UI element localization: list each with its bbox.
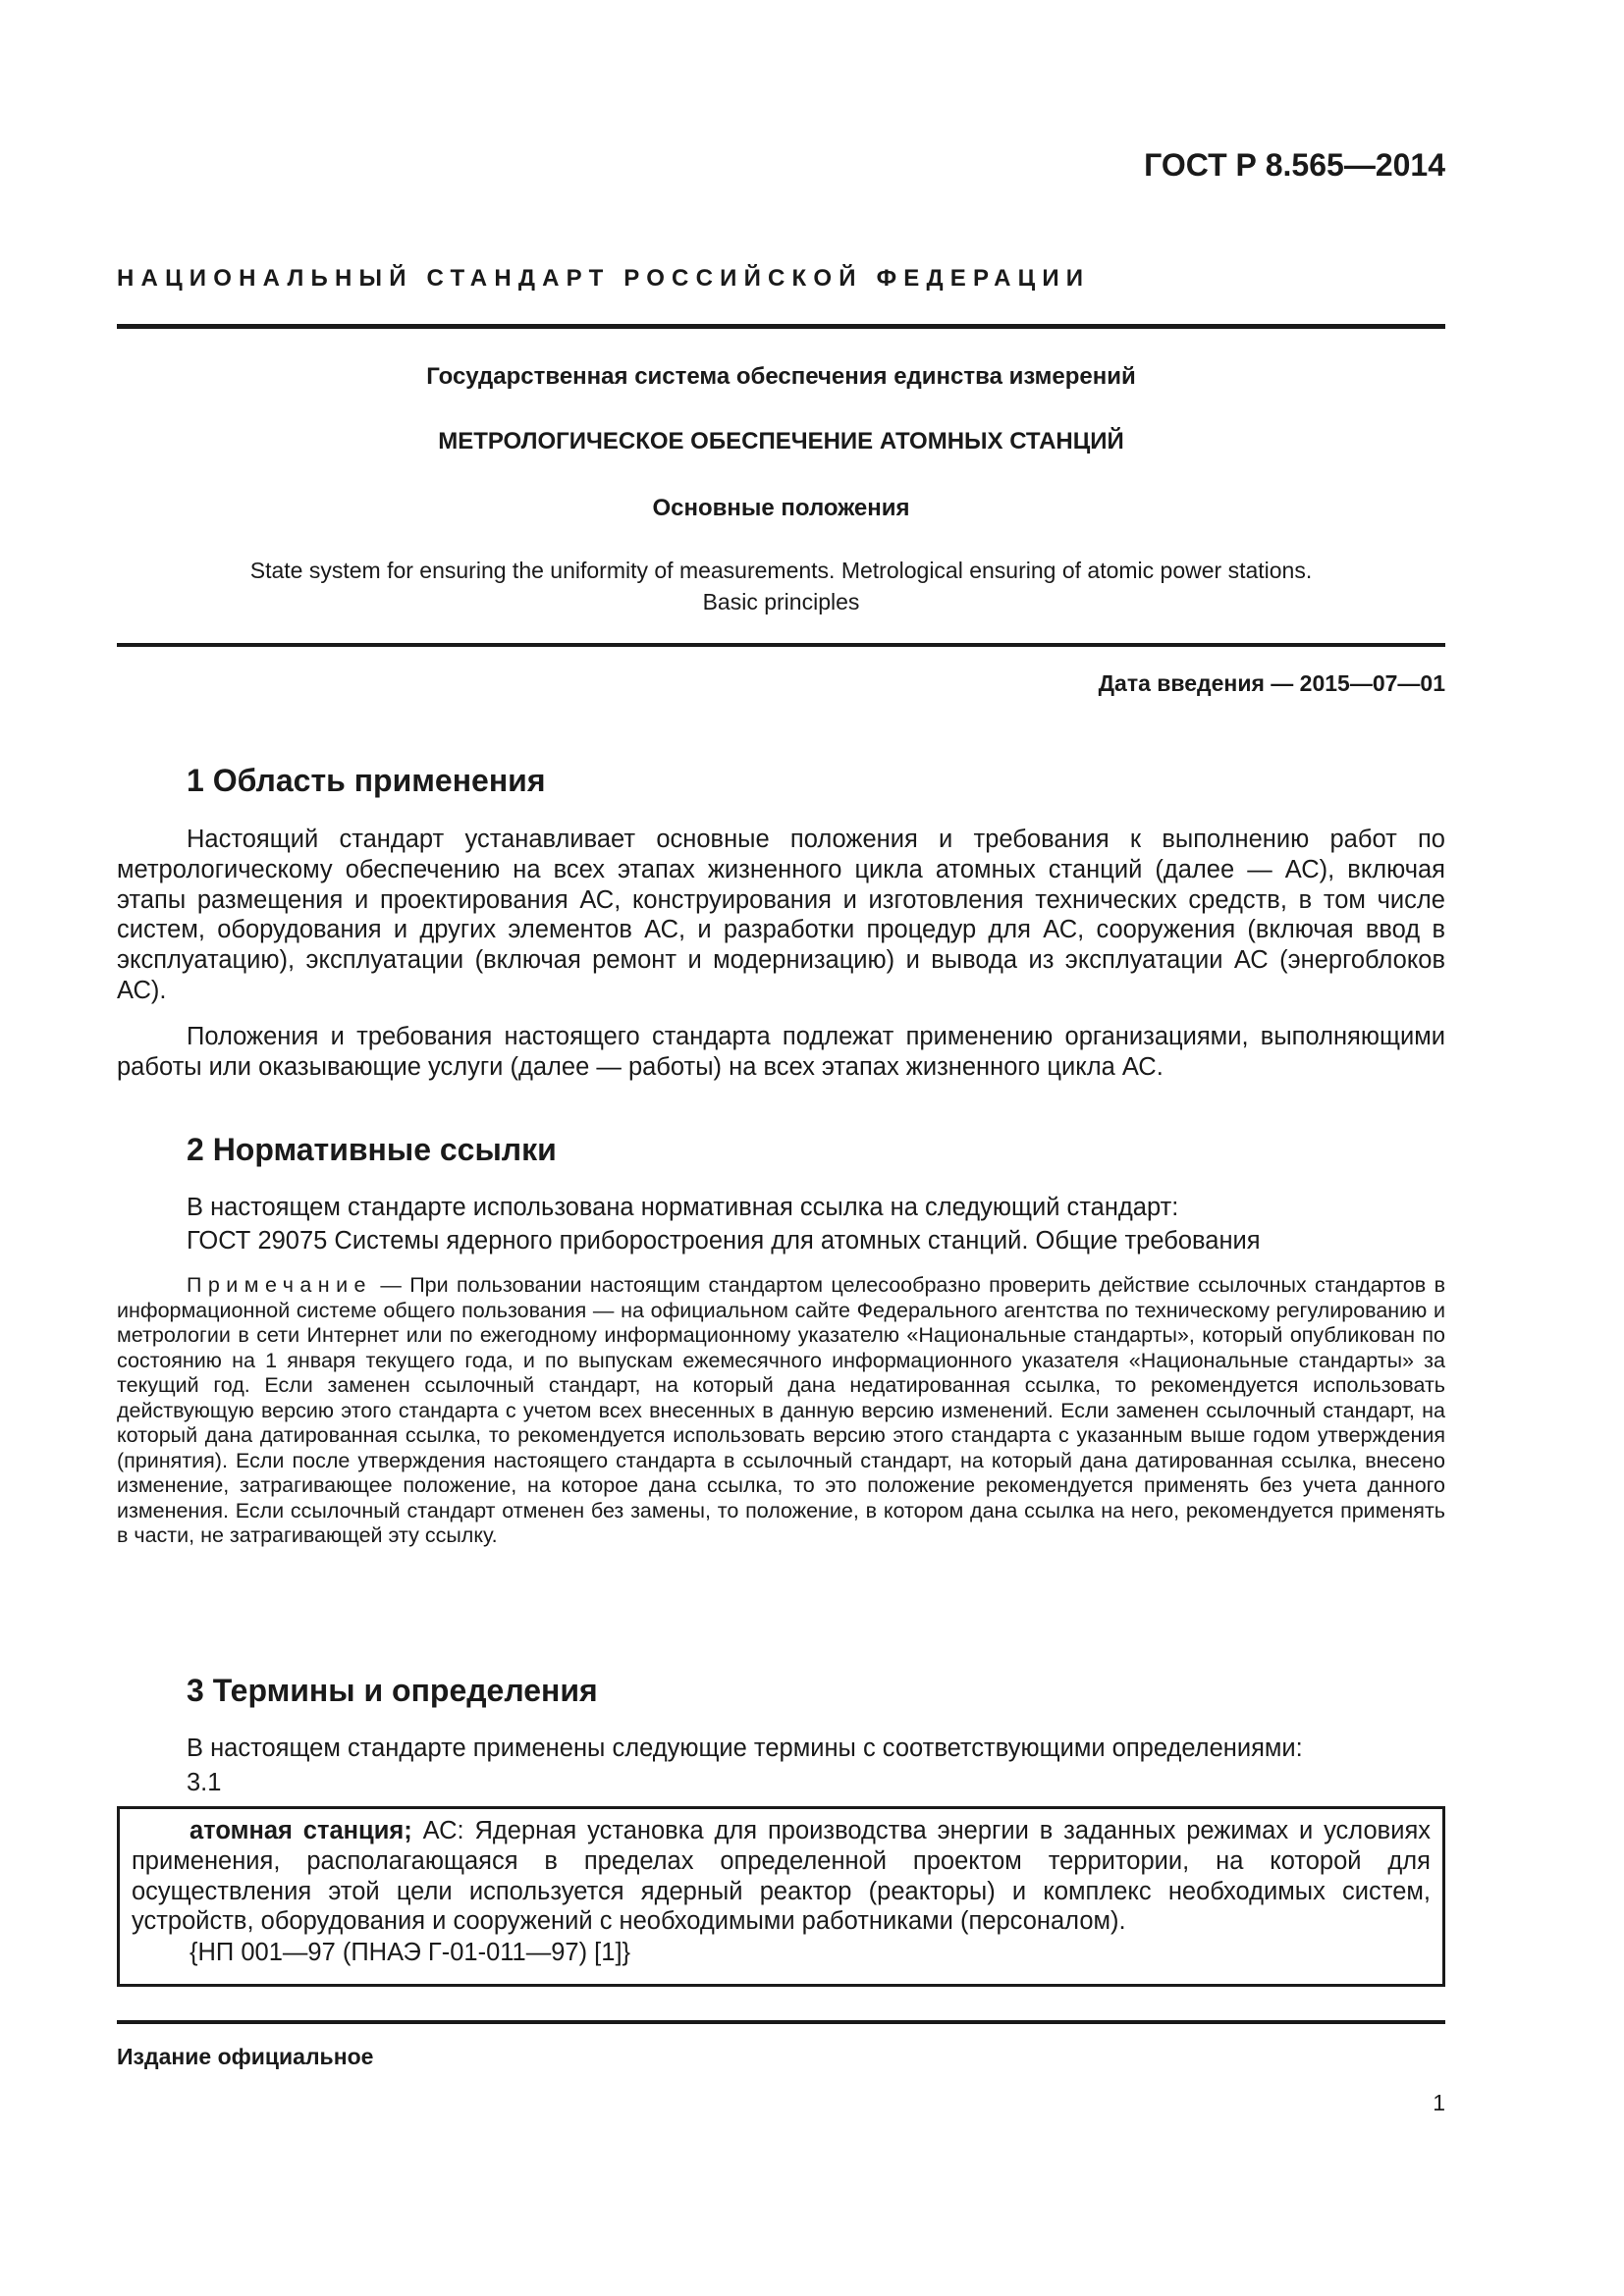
section-3-intro: В настоящем стандарте применены следующие термины с соответствующими определениями: xyxy=(187,1735,1303,1762)
page-number: 1 xyxy=(1433,2090,1445,2115)
clause-number: 3.1 xyxy=(187,1769,222,1796)
title-divider xyxy=(117,643,1445,647)
section-2-heading: 2 Нормативные ссылки xyxy=(187,1132,557,1167)
definition-source: {НП 001—97 (ПНАЭ Г-01-011—97) [1]} xyxy=(189,1939,631,1966)
official-edition-label: Издание официальное xyxy=(117,2044,374,2069)
sub-title: Основные положения xyxy=(652,495,910,521)
note-label: Примечание xyxy=(187,1273,372,1297)
main-title: МЕТРОЛОГИЧЕСКОЕ ОБЕСПЕЧЕНИЕ АТОМНЫХ СТАНЦИЙ xyxy=(438,428,1124,454)
footer-divider xyxy=(117,2020,1445,2024)
english-title-line2: Basic principles xyxy=(702,589,860,614)
section-1-paragraph-2: Положения и требования настоящего стандарта подлежат применению организациями, выполняющими работы или оказывающие услуги (далее — работы) на всех этапах жизненного цикла АС. xyxy=(117,1023,1445,1081)
section-2-intro: В настоящем стандарте использована нормативная ссылка на следующий стандарт: xyxy=(187,1194,1179,1221)
national-standard-banner: НАЦИОНАЛЬНЫЙ СТАНДАРТ РОССИЙСКОЙ ФЕДЕРАЦИИ xyxy=(117,265,1091,292)
section-1-paragraph-1: Настоящий стандарт устанавливает основные положения и требования к выполнению работ по метрологическому обеспечению на всех этапах жизненного цикла атомных станций (далее — АС), включая этапы размещения и проектирования АС, конструирования и изготовления технических средств, в том числе систем, оборудования и других элементов АС, и разработки процедур для АС, сооружения (включая ввод в эксплуатацию), эксплуатации (включая ремонт и модернизацию) и вывода из эксплуатации АС (энергоблоков АС). xyxy=(117,826,1445,1004)
note-text: — При пользовании настоящим стандартом целесообразно проверить действие ссылочных стандартов в информационной системе общего пользования — на официальном сайте Федерального агентства по техническому регулированию и метрологии в сети Интернет или по ежегодному информационному указателю «Национальные стандарты», который опубликован по состоянию на 1 января текущего года, и по выпускам ежемесячного информационного указателя «Национальные стандарты» за текущий год. Если заменен ссылочный стандарт, на который дана недатированная ссылка, то рекомендуется использовать действующую версию этого стандарта с учетом всех внесенных в данную версию изменений. Если заменен ссылочный стандарт, на который дана датированная ссылка, то рекомендуется использовать версию этого стандарта с указанным выше годом утверждения (принятия). Если после утверждения настоящего стандарта в ссылочный стандарт, на который дана датированная ссылка, внесено изменение, затрагивающее положение, на которое дана ссылка, то это положение рекомендуется применять без учета данного изменения. Если ссылочный стандарт отменен без замены, то положение, в котором дана ссылка на него, рекомендуется применять в части, не затрагивающей эту ссылку. xyxy=(117,1273,1445,1548)
definition-text: АС: Ядерная установка для производства энергии в заданных режимах и условиях применения, располагающаяся в пределах определенной проектом территории, на которой для осуществления этой цели используется ядерный реактор (реакторы) и комплекс необходимых систем, устройств, оборудования и сооружений с необходимыми работниками (персоналом). xyxy=(132,1817,1432,1936)
english-title-line1: State system for ensuring the uniformity of measurements. Metrological ensuring of atomic power stations. xyxy=(249,558,1313,583)
section-3-heading: 3 Термины и определения xyxy=(187,1673,598,1708)
section-2-note xyxy=(117,1273,1445,1549)
section-1-heading: 1 Область применения xyxy=(187,763,546,798)
term: атомная станция; xyxy=(189,1817,412,1844)
intro-date: Дата введения — 2015—07—01 xyxy=(1098,670,1445,696)
normative-reference: ГОСТ 29075 Системы ядерного приборостроения для атомных станций. Общие требования xyxy=(187,1227,1261,1255)
document-number: ГОСТ Р 8.565—2014 xyxy=(1144,147,1445,183)
term-definition-box xyxy=(117,1806,1445,1987)
header-divider xyxy=(117,324,1445,329)
system-title: Государственная система обеспечения единства измерений xyxy=(426,363,1136,390)
term-definition xyxy=(132,1816,1431,1937)
